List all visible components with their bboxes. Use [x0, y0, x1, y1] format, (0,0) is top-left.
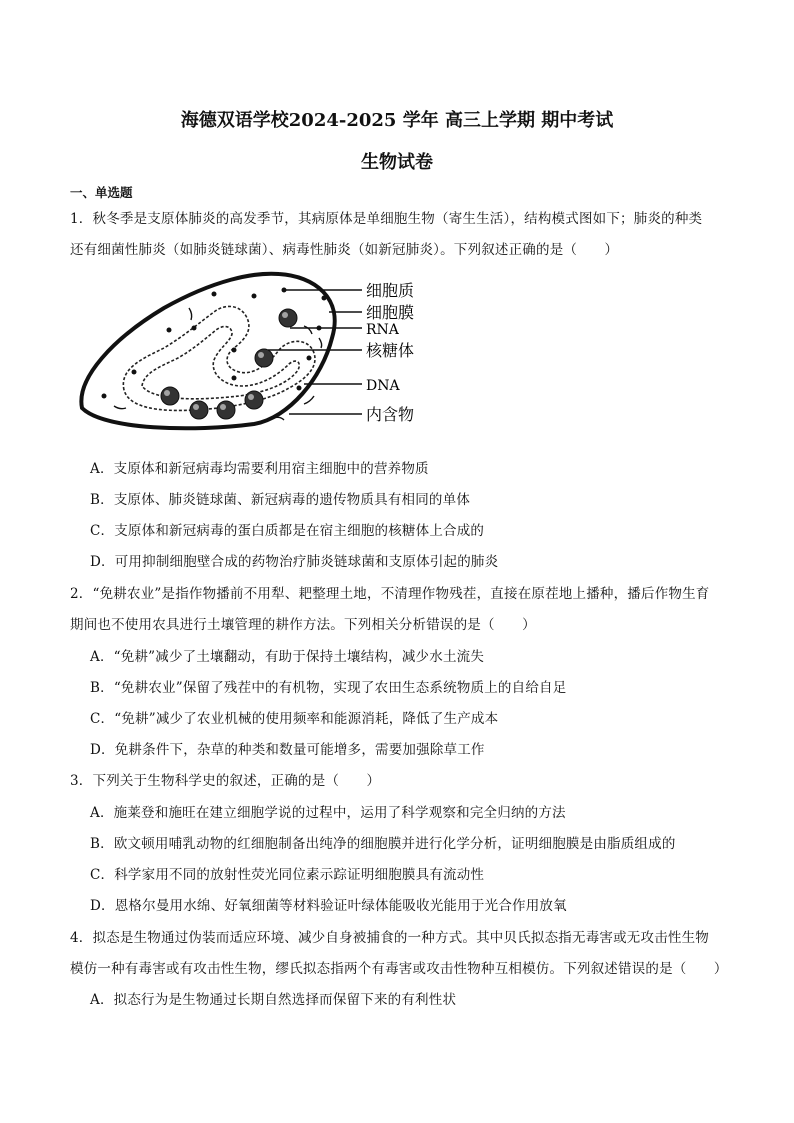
ribosome [217, 401, 235, 419]
section-heading: 一、单选题 [70, 185, 133, 200]
question-4-option-a[interactable]: A．拟态行为是生物通过长期自然选择而保留下来的有利性状 [90, 992, 457, 1008]
question-1-option-d[interactable]: D．可用抑制细胞壁合成的药物治疗肺炎链球菌和支原体引起的肺炎 [90, 554, 499, 570]
question-1-option-c[interactable]: C．支原体和新冠病毒的蛋白质都是在宿主细胞的核糖体上合成的 [90, 523, 485, 539]
label-cell-membrane: 细胞膜 [366, 303, 415, 322]
question-1-option-a[interactable]: A．支原体和新冠病毒均需要利用宿主细胞中的营养物质 [90, 461, 429, 477]
question-2-option-a[interactable]: A．“免耕”减少了土壤翻动，有助于保持土壤结构，减少水土流失 [90, 649, 485, 665]
question-2-option-d[interactable]: D．免耕条件下，杂草的种类和数量可能增多，需要加强除草工作 [90, 742, 485, 758]
question-3-option-a[interactable]: A．施莱登和施旺在建立细胞学说的过程中，运用了科学观察和完全归纳的方法 [90, 805, 566, 821]
exam-subtitle: 生物试卷 [361, 152, 433, 173]
question-1-stem-line-2: 还有细菌性肺炎（如肺炎链球菌）、病毒性肺炎（如新冠肺炎）。下列叙述正确的是（ ） [70, 242, 619, 258]
question-2-stem-line-2: 期间也不使用农具进行土壤管理的耕作方法。下列相关分析错误的是（ ） [70, 617, 536, 633]
label-inclusions: 内含物 [366, 405, 415, 424]
ribosome [161, 387, 179, 405]
question-2-option-b[interactable]: B．“免耕农业”保留了残茬中的有机物，实现了农田生态系统物质上的自给自足 [90, 680, 567, 696]
question-4-stem-line-1: 4．拟态是生物通过伪装而适应环境、减少自身被捕食的一种方式。其中贝氏拟态指无毒害或无攻击性生物 [70, 930, 709, 946]
question-1-option-b[interactable]: B．支原体、肺炎链球菌、新冠病毒的遗传物质具有相同的单体 [90, 492, 471, 508]
question-3-option-b[interactable]: B．欧文顿用哺乳动物的红细胞制备出纯净的细胞膜并进行化学分析，证明细胞膜是由脂质组成的 [90, 836, 676, 852]
label-ribosome: 核糖体 [366, 341, 415, 360]
label-rna: RNA [366, 322, 399, 338]
exam-title: 海德双语学校2024-2025 学年 高三上学期 期中考试 [180, 110, 614, 131]
ribosome [245, 391, 263, 409]
mycoplasma-diagram [74, 268, 434, 438]
question-3-option-d[interactable]: D．恩格尔曼用水绵、好氧细菌等材料验证叶绿体能吸收光能用于光合作用放氧 [90, 898, 567, 914]
ribosome [279, 309, 297, 327]
cell-membrane-outline [81, 274, 334, 429]
question-4-stem-line-2: 模仿一种有毒害或有攻击性生物，缪氏拟态指两个有毒害或攻击性物种互相模仿。下列叙述错误的是（ ） [70, 961, 728, 977]
question-3-stem-line-1: 3．下列关于生物科学史的叙述，正确的是（ ） [70, 773, 381, 789]
question-1-stem-line-1: 1．秋冬季是支原体肺炎的高发季节，其病原体是单细胞生物（寄生生活），结构模式图如下；肺炎的种类 [70, 211, 703, 227]
label-dna: DNA [366, 378, 400, 394]
ribosome [190, 401, 208, 419]
label-cytoplasm: 细胞质 [366, 281, 415, 300]
ribosome [255, 349, 273, 367]
question-3-option-c[interactable]: C．科学家用不同的放射性荧光同位素示踪证明细胞膜具有流动性 [90, 867, 485, 883]
question-2-option-c[interactable]: C．“免耕”减少了农业机械的使用频率和能源消耗，降低了生产成本 [90, 711, 499, 727]
question-2-stem-line-1: 2．“免耕农业”是指作物播前不用犁、耙整理土地，不清理作物残茬，直接在原茬地上播种，播后作物生育 [70, 586, 710, 602]
